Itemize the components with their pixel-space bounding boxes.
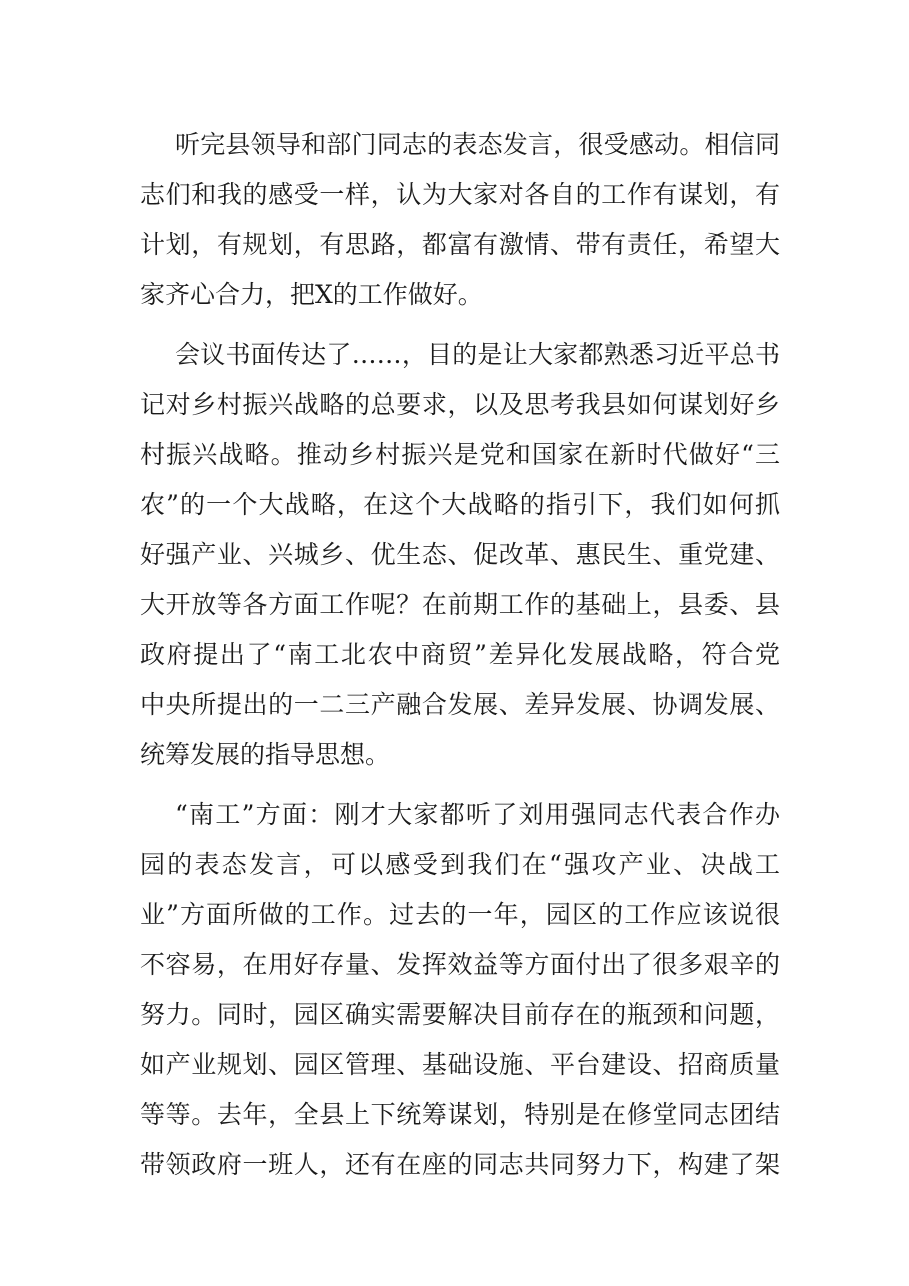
text-line: 努力。同时，园区确实需要解决目前存在的瓶颈和问题， [140,1000,780,1029]
text-line: 村振兴战略。推动乡村振兴是党和国家在新时代做好“三 [140,440,780,469]
text-line: 不容易，在用好存量、发挥效益等方面付出了很多艰辛的 [140,950,780,979]
text-line: 农”的一个大战略，在这个大战略的指引下，我们如何抓 [140,490,780,519]
text-line: “南工”方面：刚才大家都听了刘用强同志代表合作办 [175,800,780,829]
text-line: 政府提出了“南工北农中商贸”差异化发展战略，符合党 [140,640,780,669]
text-line: 统筹发展的指导思想。 [140,740,391,769]
text-line: 业”方面所做的工作。过去的一年，园区的工作应该说很 [140,900,780,929]
text-line: 计划，有规划，有思路，都富有激情、带有责任，希望大 [140,230,780,259]
text-line: 大开放等各方面工作呢？在前期工作的基础上，县委、县 [140,590,780,619]
text-line: 听完县领导和部门同志的表态发言，很受感动。相信同 [175,130,780,159]
text-line: 会议书面传达了……，目的是让大家都熟悉习近平总书 [175,340,780,369]
text-line: 志们和我的感受一样，认为大家对各自的工作有谋划，有 [140,180,780,209]
text-line: 家齐心合力，把X的工作做好。 [140,280,483,309]
text-line: 等等。去年，全县上下统筹谋划，特别是在修堂同志团结 [140,1100,780,1129]
text-line: 带领政府一班人，还有在座的同志共同努力下，构建了架 [140,1150,780,1179]
text-line: 记对乡村振兴战略的总要求，以及思考我县如何谋划好乡 [140,390,780,419]
text-line: 如产业规划、园区管理、基础设施、平台建设、招商质量 [140,1050,780,1079]
text-line: 中央所提出的一二三产融合发展、差异发展、协调发展、 [140,690,780,719]
text-line: 园的表态发言，可以感受到我们在“强攻产业、决战工 [140,850,780,879]
text-line: 好强产业、兴城乡、优生态、促改革、惠民生、重党建、 [140,540,780,569]
